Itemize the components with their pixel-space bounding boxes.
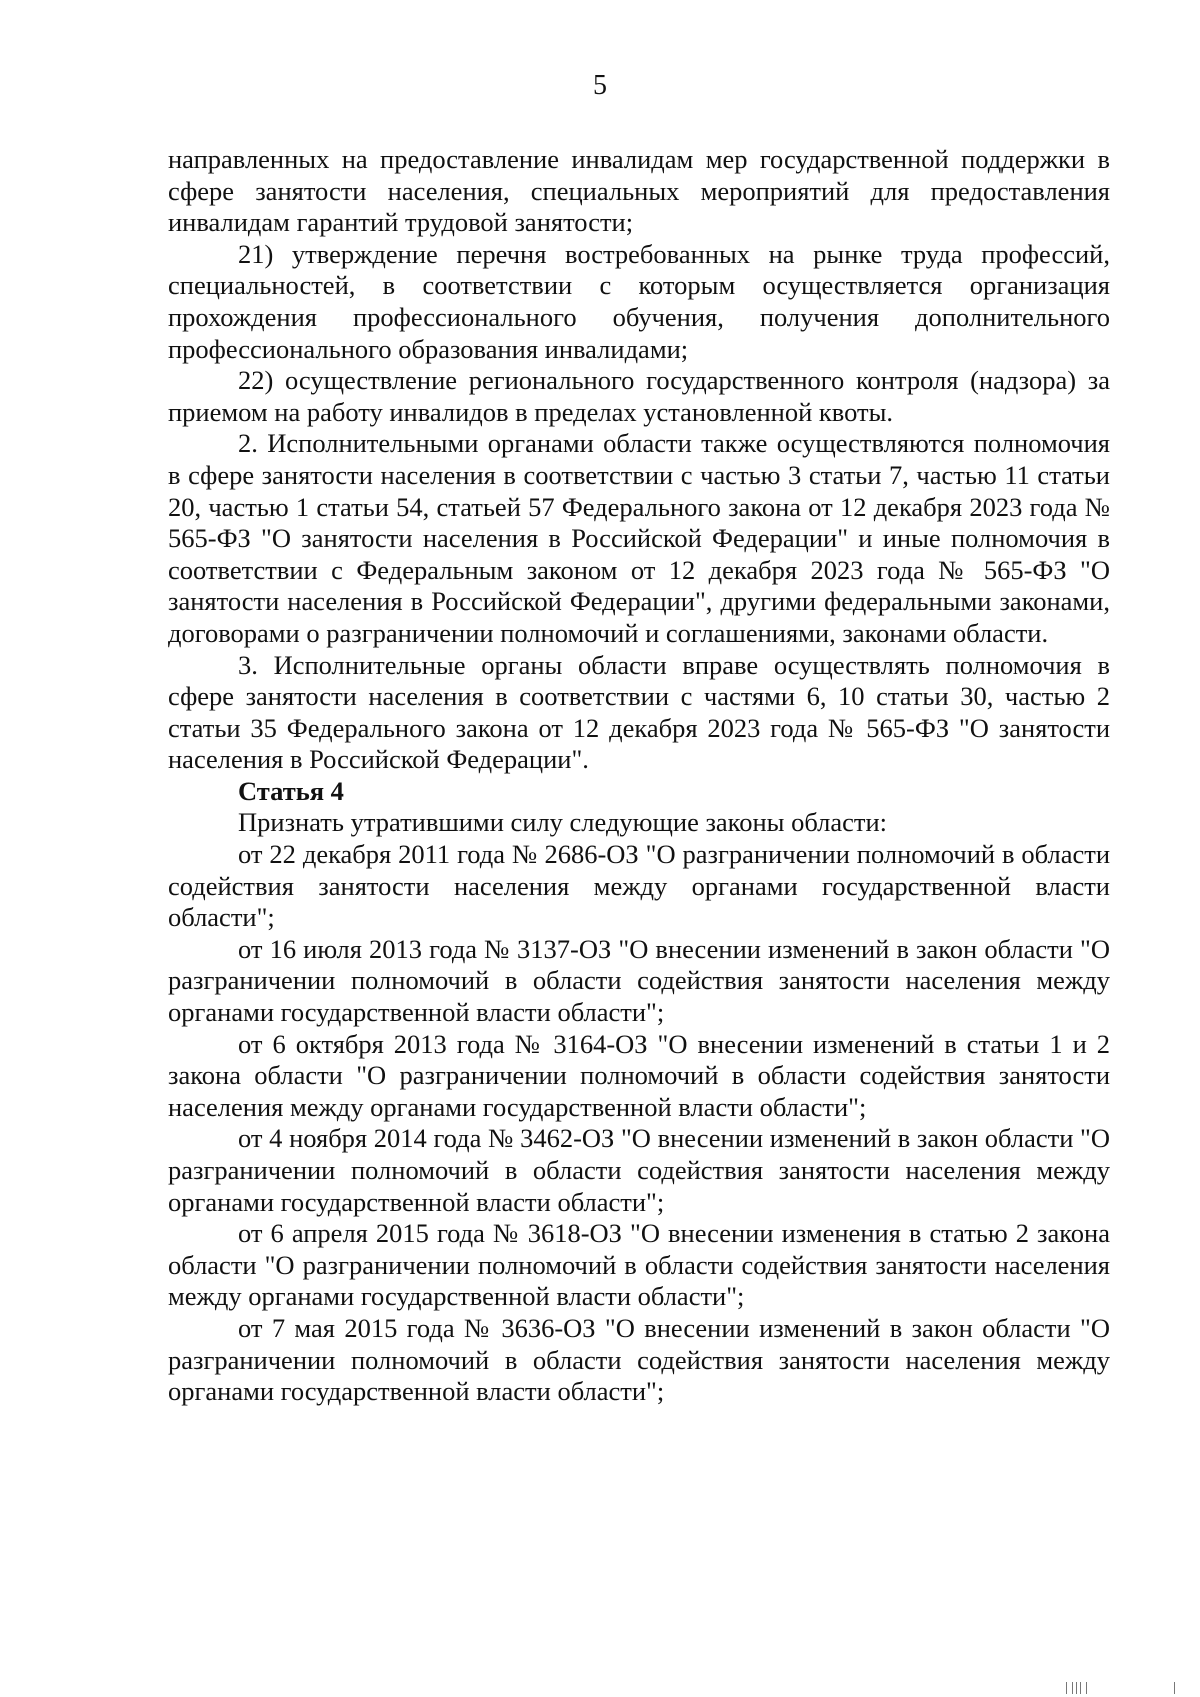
page-number: 5 — [593, 70, 607, 101]
clause-2: 2. Исполнительными органами области также осуществляются полномочия в сфере занятости населения в соответствии с частью 3 статьи 7, частью 11 статьи 20, частью 1 статьи 54, статьей 57 Федерального закона от 12 декабря 2023 года № 565-ФЗ "О занятости населения в Российской Федерации" и иные полномочия в соответствии с Федеральным законом от 12 декабря 2023 года № 565-ФЗ "О занятости населения в Российской Федерации", другими федеральными законами, договорами о разграничении полномочий и соглашениями, законами области. — [168, 428, 1110, 648]
paragraph-continuation: направленных на предоставление инвалидам мер государственной поддержки в сфере занятости населения, специальных мероприятий для предоставления инвалидам гарантий трудовой занятости; — [168, 144, 1110, 238]
article-4-title: Статья 4 — [238, 775, 344, 806]
list-item-22: 22) осуществление регионального государственного контроля (надзора) за приемом на работу инвалидов в пределах установленной квоты. — [168, 365, 1110, 427]
document-body — [168, 144, 1110, 1408]
repealed-law-item: от 22 декабря 2011 года № 2686-ОЗ "О разграничении полномочий в области содействия занятости населения между органами государственной власти области"; — [168, 839, 1110, 933]
repealed-law-item: от 7 мая 2015 года № 3636-ОЗ "О внесении изменений в закон области "О разграничении полномочий в области содействия занятости населения между органами государственной власти области"; — [168, 1312, 1110, 1407]
repealed-law-item: от 4 ноября 2014 года № 3462-ОЗ "О внесении изменений в закон области "О разграничении полномочий в области содействия занятости населения между органами государственной власти области"; — [168, 1123, 1110, 1217]
repealed-law-item: от 16 июля 2013 года № 3137-ОЗ "О внесении изменений в закон области "О разграничении полномочий в области содействия занятости населения между органами государственной власти области"; — [168, 933, 1110, 1028]
repealed-law-item: от 6 октября 2013 года № 3164-ОЗ "О внесении изменений в статьи 1 и 2 закона области "О разграничении полномочий в области содействия занятости населения между органами государственной власти области"; — [168, 1028, 1110, 1122]
list-item-21: 21) утверждение перечня востребованных на рынке труда профессий, специальностей, в соответствии с которым осуществляется организация прохождения профессионального обучения, получения дополнительного профессионального образования инвалидами; — [168, 238, 1110, 364]
clause-3: 3. Исполнительные органы области вправе осуществлять полномочия в сфере занятости населения в соответствии с частями 6, 10 статьи 30, частью 2 статьи 35 Федерального закона от 12 декабря 2023 года № 565-ФЗ "О занятости населения в Российской Федерации". — [168, 649, 1110, 775]
repealed-law-item: от 6 апреля 2015 года № 3618-ОЗ "О внесении изменения в статью 2 закона области "О разграничении полномочий в области содействия занятости населения между органами государственной власти области"; — [168, 1218, 1110, 1312]
article-4-intro: Признать утратившими силу следующие законы области: — [238, 807, 888, 838]
scan-marks — [1062, 1682, 1182, 1694]
